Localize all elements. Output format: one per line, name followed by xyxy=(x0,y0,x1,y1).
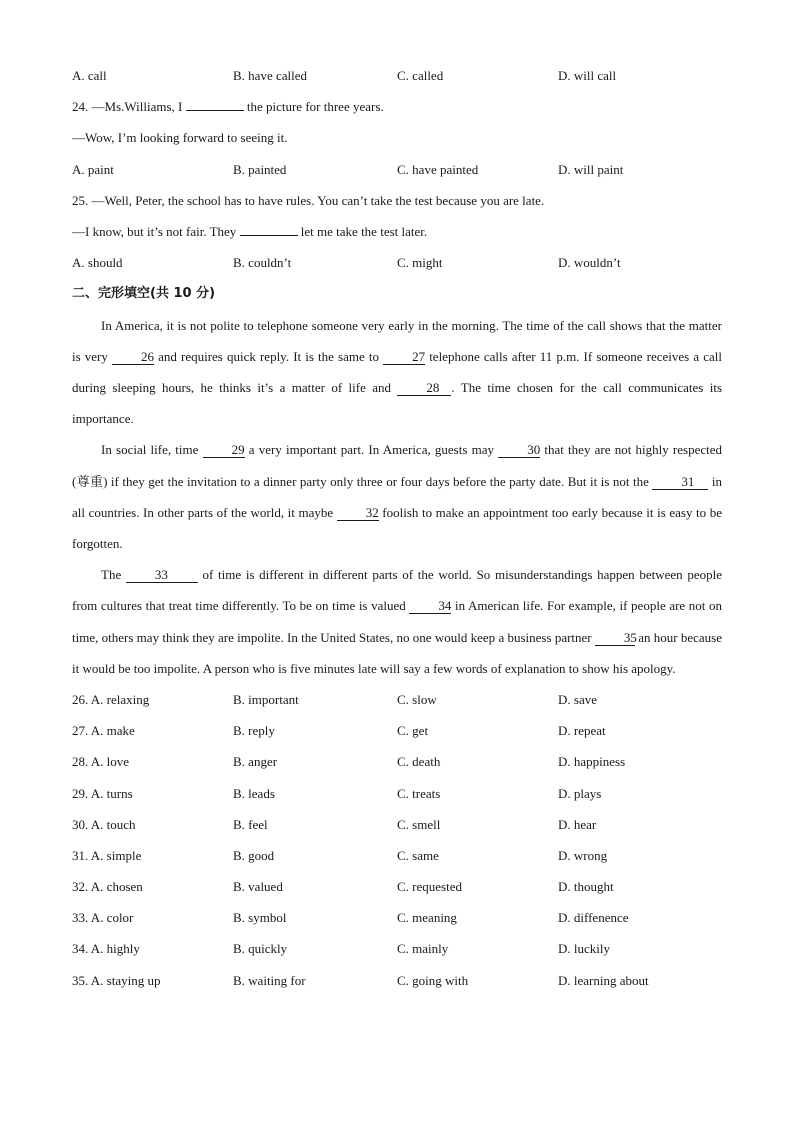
option-a: 34. A. highly xyxy=(72,941,140,957)
q25-stem: 25. —Well, Peter, the school has to have rules. You can’t take the test because you are late. xyxy=(72,192,545,208)
q24-reply: —Wow, I’m looking forward to seeing it. xyxy=(72,130,288,146)
option-b: B. feel xyxy=(233,816,268,832)
cloze-option-row xyxy=(72,933,722,964)
section-heading: 二、完形填空(共 10 分) xyxy=(72,286,216,302)
option-c: C. slow xyxy=(397,691,437,707)
cloze-option-row xyxy=(72,902,722,933)
option-a: 31. A. simple xyxy=(72,847,142,863)
option-d: D. will call xyxy=(558,68,617,83)
cloze-option-row xyxy=(72,746,722,777)
option-b: B. leads xyxy=(233,785,275,801)
option-d: D. wrong xyxy=(558,847,608,863)
cloze-blank-27: 27 xyxy=(383,350,425,365)
option-b: B. reply xyxy=(233,723,275,739)
cloze-option-row xyxy=(72,715,722,746)
option-d: D. wouldn’t xyxy=(558,255,621,271)
q24-stem: 24. —Ms.Williams, I the picture for three years. xyxy=(72,99,384,115)
option-a: 27. A. make xyxy=(72,723,135,739)
option-d: D. plays xyxy=(558,785,602,801)
cloze-option-row xyxy=(72,840,722,871)
cloze-options xyxy=(72,684,722,996)
option-c: C. going with xyxy=(397,972,469,988)
passage-paragraph-2: In social life, time 29 a very important part. In America, guests may 30 that they are not highly respected (尊重) if they get the invitation to a dinner party only three or four days before the party date. But it is not the 31 in all countries. In other parts of the world, it maybe 32 foolish to make an appointment too early because it is easy to be forgotten. xyxy=(72,442,722,551)
cloze-option-row xyxy=(72,871,722,902)
option-b: B. important xyxy=(233,691,299,707)
option-d: D. diffenence xyxy=(558,910,629,926)
option-a: 33. A. color xyxy=(72,910,134,926)
option-c: C. requested xyxy=(397,879,462,895)
option-a: A. call xyxy=(72,68,107,83)
option-c: C. have painted xyxy=(397,161,479,177)
cloze-blank-29: 29 xyxy=(203,443,245,458)
q23-options xyxy=(72,60,722,91)
option-b: B. good xyxy=(233,847,275,863)
worksheet-page xyxy=(72,60,722,996)
cloze-option-row xyxy=(72,684,722,715)
option-d: D. thought xyxy=(558,879,614,895)
option-a: 28. A. love xyxy=(72,754,130,770)
option-c: C. meaning xyxy=(397,910,457,926)
option-c: C. treats xyxy=(397,785,441,801)
cloze-blank-30: 30 xyxy=(498,443,540,458)
cloze-blank-35: 35 xyxy=(595,631,635,646)
q24-options xyxy=(72,154,722,185)
cloze-option-row xyxy=(72,809,722,840)
option-a: A. should xyxy=(72,255,123,271)
option-b: B. waiting for xyxy=(233,972,306,988)
cloze-blank-33: 33 xyxy=(126,568,198,583)
option-a: 32. A. chosen xyxy=(72,879,143,895)
option-b: B. have called xyxy=(233,68,307,83)
option-d: D. will paint xyxy=(558,161,624,177)
option-a: 29. A. turns xyxy=(72,785,133,801)
option-c: C. called xyxy=(397,68,444,83)
option-b: B. symbol xyxy=(233,910,287,926)
option-a: A. paint xyxy=(72,161,114,177)
option-c: C. death xyxy=(397,754,441,770)
option-b: B. quickly xyxy=(233,941,288,957)
cloze-option-row xyxy=(72,778,722,809)
option-b: B. valued xyxy=(233,879,283,895)
option-b: B. anger xyxy=(233,754,278,770)
option-b: B. couldn’t xyxy=(233,255,292,271)
option-d: D. hear xyxy=(558,816,597,832)
option-d: D. happiness xyxy=(558,754,626,770)
passage-paragraph-3: The 33 of time is different in different parts of the world. So misunderstandings happen between people from cultures that treat time differently. To be on time is valued 34 in American life. For example, if people are not on time, others may think they are impolite. In the United States, no one would keep a business partner 35 an hour because it would be too impolite. A person who is five minutes late will say a few words of explanation to show his apology. xyxy=(72,567,722,676)
passage-paragraph-1: In America, it is not polite to telephone someone very early in the morning. The time of the call shows that the matter is very 26 and requires quick reply. It is the same to 27 telephone calls after 11 p.m. If someone receives a call during sleeping hours, he thinks it’s a matter of life and 28 . The time chosen for the call communicates its importance. xyxy=(72,317,723,427)
cloze-blank-31: 31 xyxy=(652,475,708,490)
option-a: 35. A. staying up xyxy=(72,972,161,988)
option-d: D. luckily xyxy=(558,941,610,957)
cloze-blank-28: 28 xyxy=(397,381,451,396)
answer-blank xyxy=(240,223,298,236)
option-c: C. smell xyxy=(397,816,441,832)
option-d: D. repeat xyxy=(558,723,606,739)
option-c: C. mainly xyxy=(397,941,449,957)
option-c: C. same xyxy=(397,847,439,863)
cloze-option-row xyxy=(72,965,722,996)
option-c: C. might xyxy=(397,255,443,271)
option-c: C. get xyxy=(397,723,429,739)
option-a: 26. A. relaxing xyxy=(72,691,150,707)
cloze-blank-32: 32 xyxy=(337,506,379,521)
option-a: 30. A. touch xyxy=(72,816,136,832)
q25-reply: —I know, but it’s not fair. They let me take the test later. xyxy=(72,223,428,239)
option-d: D. save xyxy=(558,691,597,707)
option-d: D. learning about xyxy=(558,972,649,988)
answer-blank xyxy=(186,98,244,111)
cloze-blank-26: 26 xyxy=(112,350,154,365)
cloze-blank-34: 34 xyxy=(409,599,451,614)
option-b: B. painted xyxy=(233,161,287,177)
q25-options xyxy=(72,247,722,278)
